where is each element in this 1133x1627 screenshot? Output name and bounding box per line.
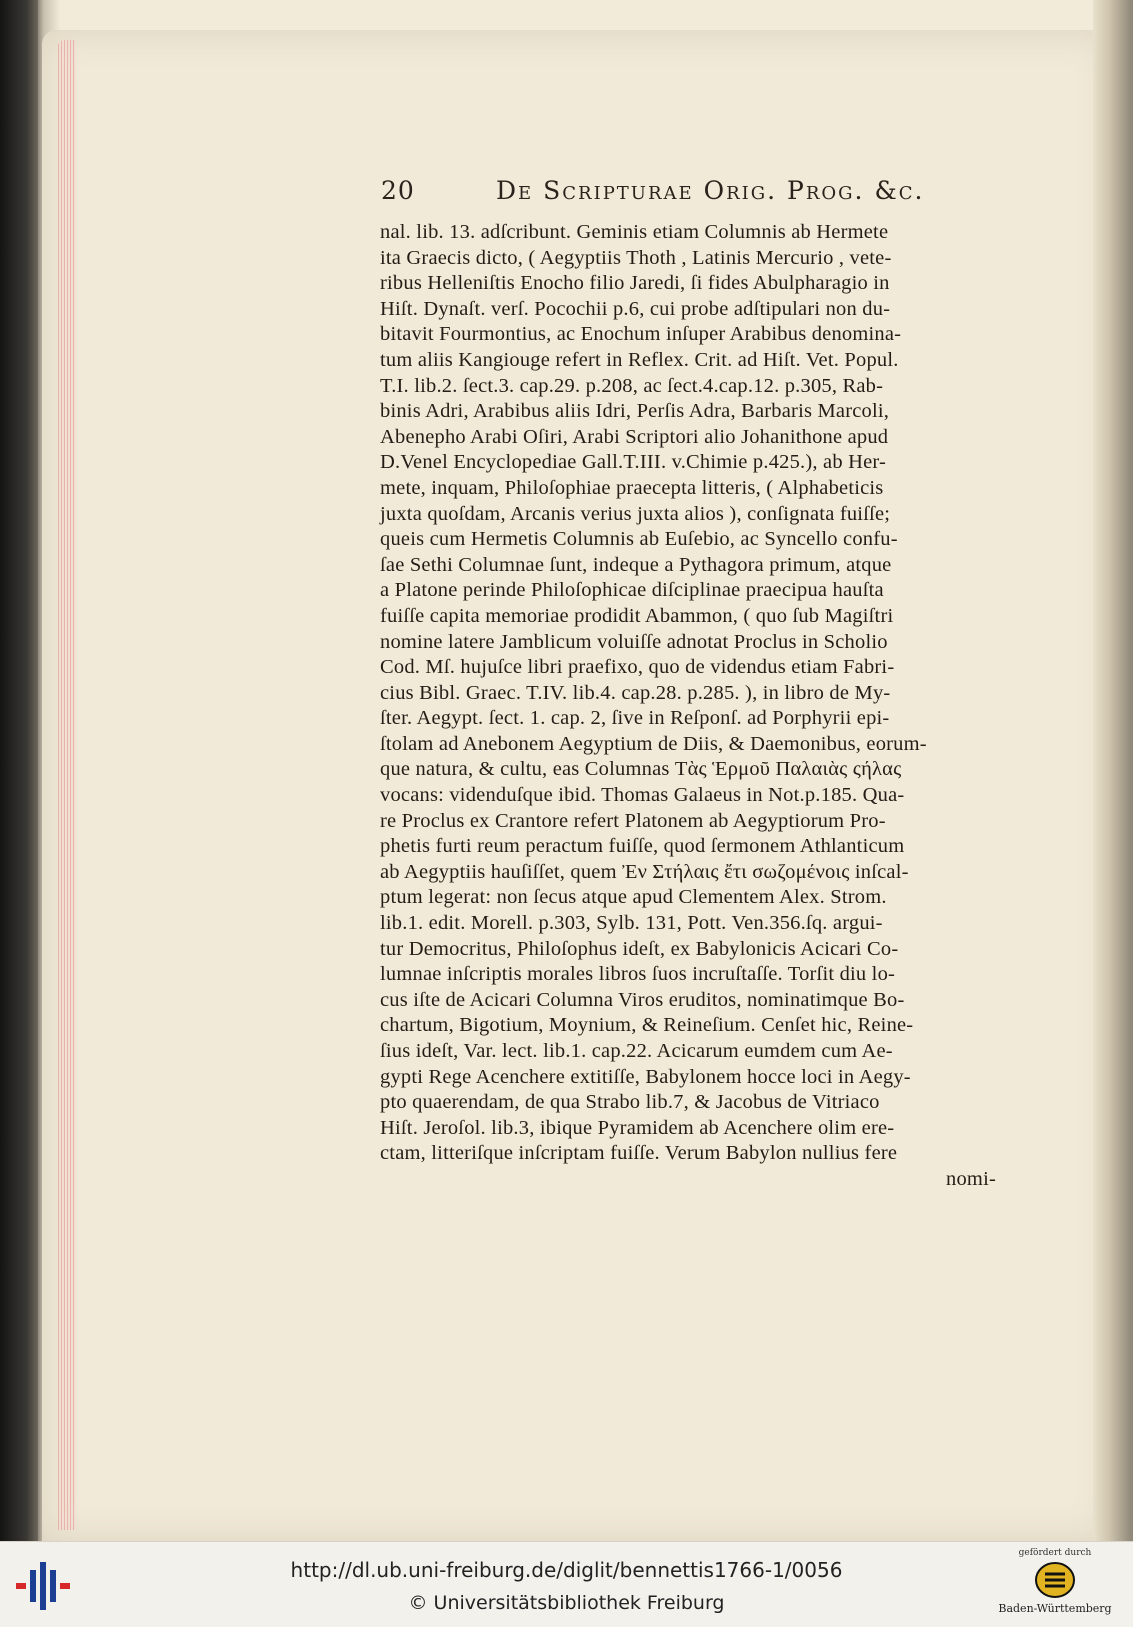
funder-label: gefördert durch	[1018, 1548, 1092, 1558]
copyright-notice: © Universitätsbibliothek Freiburg	[408, 1592, 725, 1614]
text-line: phetis furti reum peractum fuiſſe, quod ſermonem Athlanticum	[380, 835, 905, 858]
text-line: gypti Rege Acenchere extitiſſe, Babylonem hocce loci in Aegy-	[380, 1065, 911, 1088]
text-line: binis Adri, Arabibus aliis Idri, Perſis Adra, Barbaris Marcoli,	[380, 400, 890, 423]
text-line: Cod. Mſ. hujuſce libri praefixo, quo de videndus etiam Fabri-	[380, 656, 895, 679]
binding-shadow	[0, 0, 38, 1541]
text-line: ſtolam ad Anebonem Aegyptium de Diis, & Daemonibus, eorum-	[380, 732, 927, 755]
text-line: Abenepho Arabi Oſiri, Arabi Scriptori alio Johanithone apud	[380, 425, 889, 448]
text-line: ita Graecis dicto, ( Aegyptiis Thoth , Latinis Mercurio , vete-	[380, 246, 892, 269]
text-line: cius Bibl. Graec. T.IV. lib.4. cap.28. p.285. ), in libro de My-	[380, 681, 891, 704]
text-line: lumnae inſcriptis morales libros ſuos incruſtaſſe. Torſit diu lo-	[380, 963, 896, 986]
text-line: pto quaerendam, de qua Strabo lib.7, & Jacobus de Vitriaco	[380, 1091, 880, 1114]
body-text	[380, 220, 1030, 1193]
page-edge-red	[58, 40, 76, 1530]
text-line: Hiſt. Jeroſol. lib.3, ibique Pyramidem ab Acenchere olim ere-	[380, 1116, 895, 1139]
viewer-footer	[0, 1541, 1133, 1627]
text-line: a Platone perinde Philoſophicae diſciplinae praecipua hauſta	[380, 579, 884, 602]
coat-of-arms-icon	[1033, 1560, 1077, 1600]
text-line: ctam, litteriſque inſcriptam fuiſſe. Verum Babylon nullius fere	[380, 1142, 898, 1165]
right-page-edge	[1093, 0, 1133, 1541]
text-line: lib.1. edit. Morell. p.303, Sylb. 131, Pott. Ven.356.ſq. argui-	[380, 912, 883, 935]
text-line: fuiſſe capita memoriae prodidit Abammon, ( quo ſub Magiſtri	[380, 604, 894, 627]
text-line: D.Venel Encyclopediae Gall.T.III. v.Chimie p.425.), ab Her-	[380, 451, 887, 474]
catchword: nomi-	[946, 1167, 996, 1190]
text-line: vocans: videnduſque ibid. Thomas Galaeus in Not.p.185. Qua-	[380, 784, 905, 807]
text-line: nomine latere Jamblicum voluiſſe adnotat Proclus in Scholio	[380, 630, 888, 653]
text-line: ab Aegyptiis hauſiſſet, quem Ἐν Στήλαις ἔτι σωζομένοις inſcal-	[380, 860, 909, 883]
text-line: cus iſte de Acicari Columna Viros eruditos, nominatimque Bo-	[380, 988, 905, 1011]
text-line: chartum, Bigotium, Moynium, & Reineſium. Cenſet hic, Reine-	[380, 1014, 914, 1037]
funder-badge	[985, 1548, 1125, 1626]
text-line: ſae Sethi Columnae ſunt, indeque a Pythagora primum, atque	[380, 553, 892, 576]
text-line: Hiſt. Dynaſt. verſ. Pocochii p.6, cui probe adſtipulari non du-	[380, 297, 891, 320]
text-line: nal. lib. 13. adſcribunt. Geminis etiam Columnis ab Hermete	[380, 221, 889, 243]
text-line: que natura, & cultu, eas Columnas Τὰς Ἑρμοῦ Παλαιὰς ςήλας	[380, 758, 902, 781]
text-line: re Proclus ex Crantore refert Platonem ab Aegyptiorum Pro-	[380, 809, 886, 832]
text-line: mete, inquam, Philoſophiae praecepta litteris, ( Alphabeticis	[380, 476, 884, 499]
text-line: ribus Helleniſtis Enocho filio Jaredi, ſi fides Abulpharagio in	[380, 272, 890, 295]
text-line: juxta quoſdam, Arcanis verius juxta alios ), conſignata fuiſſe;	[380, 502, 891, 525]
text-line: ſter. Aegypt. ſect. 1. cap. 2, ſive in Reſponſ. ad Porphyrii epi-	[380, 707, 890, 730]
text-line: bitavit Fourmontius, ac Enochum inſuper Arabibus denomina-	[380, 323, 902, 346]
text-line: queis cum Hermetis Columnis ab Euſebio, ac Syncello confu-	[380, 528, 898, 551]
text-line: T.I. lib.2. ſect.3. cap.29. p.208, ac ſect.4.cap.12. p.305, Rab-	[380, 374, 884, 397]
text-line: tum aliis Kangiouge refert in Reflex. Crit. ad Hiſt. Vet. Popul.	[380, 348, 899, 371]
text-line: tur Democritus, Philoſophus ideſt, ex Babylonicis Acicari Co-	[380, 937, 899, 960]
text-line: ſius ideſt, Var. lect. lib.1. cap.22. Acicarum eumdem cum Ae-	[380, 1040, 893, 1062]
funder-name: Baden-Württemberg	[998, 1602, 1112, 1615]
running-title: De Scripturae Orig. Prog. &c.	[496, 176, 925, 205]
document-url[interactable]: http://dl.ub.uni-freiburg.de/diglit/bennettis1766-1/0056	[290, 1558, 843, 1582]
text-line: ptum legerat: non ſecus atque apud Clementem Alex. Strom.	[380, 886, 887, 909]
running-head	[381, 176, 941, 212]
page-number: 20	[381, 176, 415, 205]
